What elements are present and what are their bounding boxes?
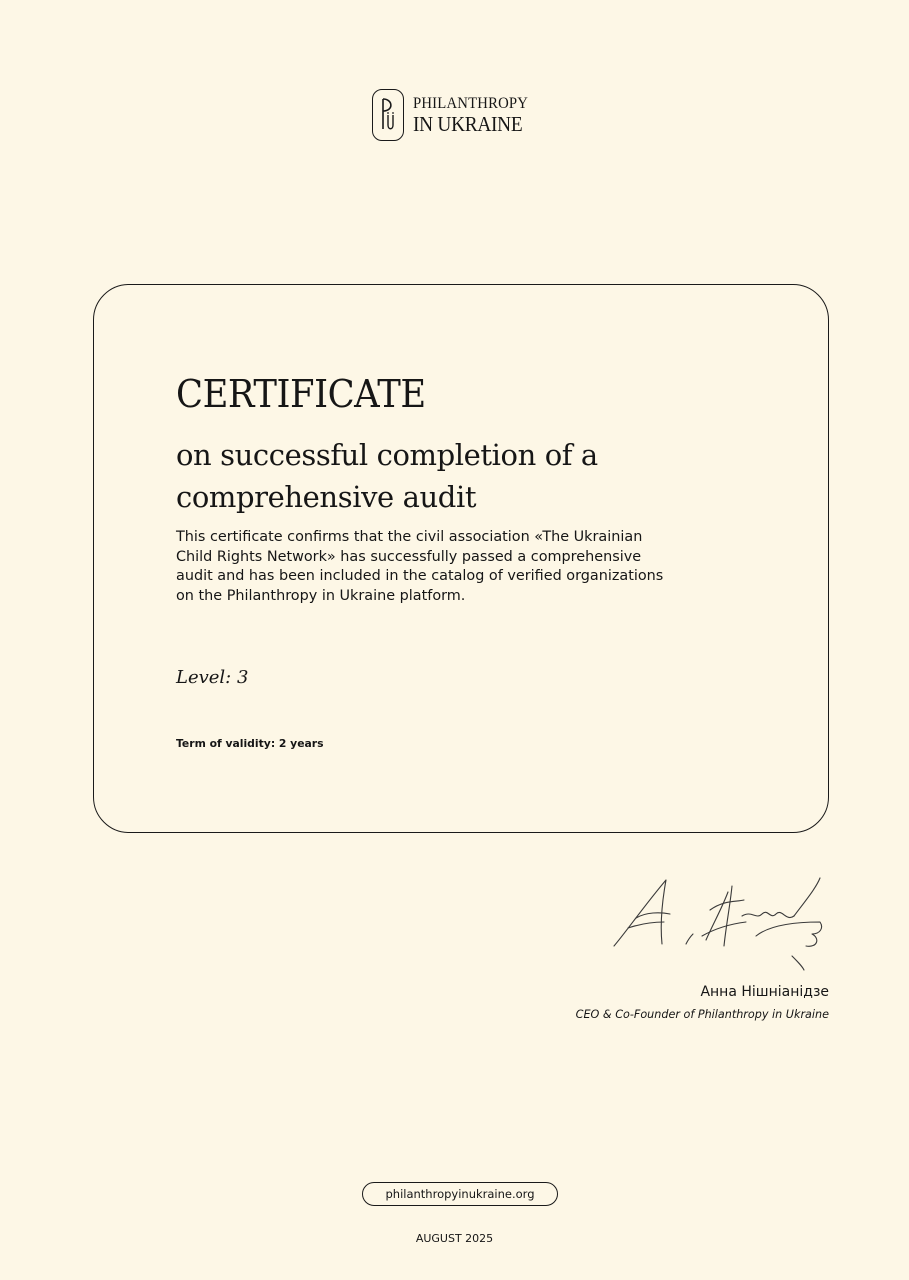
signature-image [606, 870, 830, 974]
pu-monogram-icon [377, 95, 399, 135]
logo-wordmark [413, 96, 538, 135]
issue-date: AUGUST 2025 [415, 1232, 494, 1245]
certificate-subtitle: on successful completion of a comprehensive audit [176, 438, 598, 514]
certificate-title: CERTIFICATE [176, 372, 426, 416]
brand-logo [372, 89, 538, 141]
logo-mark-icon [372, 89, 404, 141]
logo-line-1: PHILANTHROPY [413, 94, 529, 112]
website-link[interactable]: philanthropyinukraine.org [362, 1182, 558, 1206]
logo-line-2: IN UKRAINE [413, 111, 523, 136]
signatory-name: Анна Нішніанідзе [700, 984, 829, 1000]
certificate-body: This certificate confirms that the civil association «The Ukrainian Child Rights Network» has successfully passed a comprehensive audit and has been included in the catalog of verified organizations on the Philanthropy in Ukraine platform. [176, 529, 664, 604]
signatory-role: CEO & Co-Founder of Philanthropy in Ukraine [575, 1008, 829, 1021]
certificate-validity: Term of validity: 2 years [176, 737, 324, 750]
certificate-level: Level: 3 [176, 667, 249, 688]
